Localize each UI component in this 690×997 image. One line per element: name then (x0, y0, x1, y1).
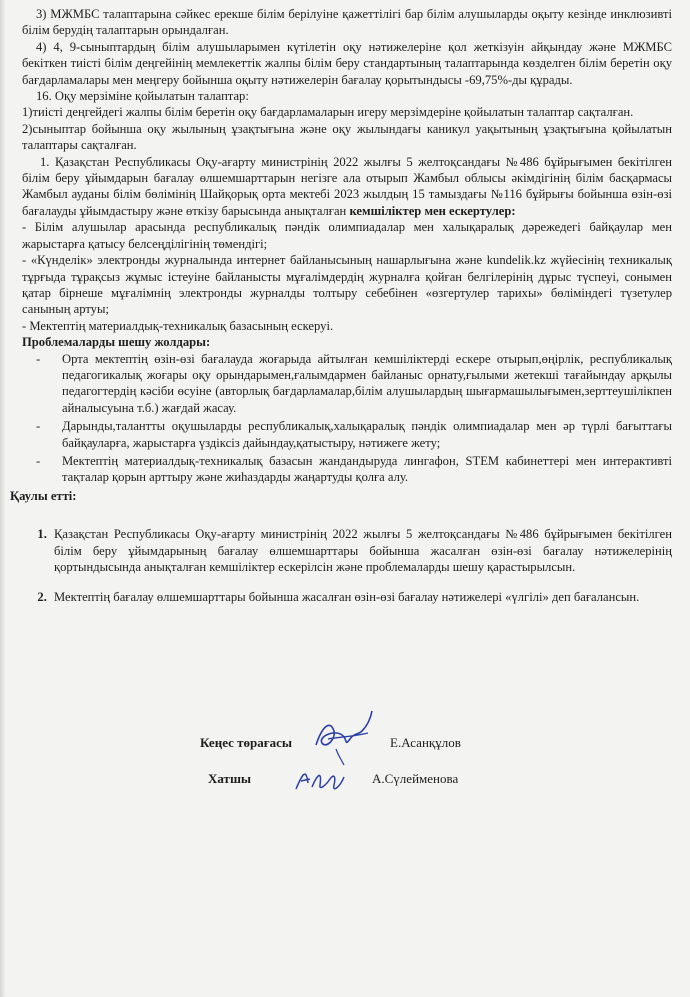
shortcoming-kundelik: - «Күнделік» электронды журналында интернет байланысының нашарлығына және kundelik.kz жүйесінің техникалық тұрғыда тұрақсыз жұмыс істеуіне байланысты мұғалімдердің журналға қойған белгілерінің дұрыс түспеуі, сонымен қатар бірнеше мұғалімнің электронды журналды толтыру себебінен «өзгертулер тарихы» бөліміндегі түзетулер санының артуы; (22, 253, 672, 317)
secretary-label: Хатшы (208, 771, 252, 786)
paragraph-requirement-2: 2)сыныптар бойынша оқу жылының ұзақтығына және оқу жылындағы каникул уақытының ұзақтығына қойылатын талаптары сақталған. (22, 121, 672, 153)
paragraph-inclusive: 3) МЖМБС талаптарына сәйкес ерекше білім берілуіне қажеттілігі бар білім алушыларды оқыту кезінде инклюзивті білім берудің талаптарын орындалған. (22, 7, 672, 38)
decision-item: 1. Қазақстан Республикасы Оқу-ағарту министрінің 2022 жылғы 5 желтоқсандағы №486 бұйрығымен бекітілген білім беру ұйымдарының бағалау өлшемшарттары бойынша жасалған өзін-өзі бағалау нәтижелерінің қортындысында анықталған кемшіліктер ескерілсін және проблемаларды шешу қарастырылсын. (50, 526, 672, 575)
problems-heading: Проблемаларды шешу жолдары: (22, 335, 211, 350)
paragraph-shortcomings-intro (22, 154, 672, 220)
problem-item: - Дарынды,талантты оқушыларды республикалық,халықаралық пәндік олимпиадалар мен әр түрлі бағыттағы байқауларға, жарыстарға үздіксіз дайындау,қатыстыру, нәтижеге жету; (62, 418, 672, 451)
problem-item: - Орта мектептің өзін-өзі бағалауда жоғарыда айтылған кемшіліктерді ескере отырып,өңірлік, республикалық педагогикалық жоғары оқу орындарымен,ғалымдармен байланыс орнату,ғылыми жетекші тағайындау арқылы педагогтердің кәсіби өсуіне (авторлық бағдарламалар,білім алушылардың шығармашылығымен,зерттеушілікпен айналысуына т.б.) жағдай жасау. (62, 351, 672, 417)
paragraph-requirement-1: 1)тиісті деңгейдегі жалпы білім беретін оқу бағдарламаларын игеру мерзімдеріне қойылатын талаптар сақталған. (22, 105, 634, 120)
decisions-list (22, 526, 672, 606)
problem-item: - Мектептің материалдық-техникалық базасын жандандыруда лингафон, STEM кабинеттері мен интерактивті тақталар қорын арттыру және жиһаздарды жаңартуды қолға алу. (62, 453, 672, 486)
secretary-signature-icon (292, 759, 352, 799)
problems-list (22, 351, 672, 486)
secretary-name: А.Сүлейменова (372, 771, 459, 786)
shortcomings-heading: кемшіліктер мен ескертулер: (349, 203, 516, 218)
shortcoming-olympiad: - Білім алушылар арасында республикалық пәндік олимпиадалар мен халықаралық дәрежедегі байқаулар мен жарыстарға қатысу белсеңділігінің төмендігі; (22, 220, 672, 251)
decision-item: 2. Мектептің бағалау өлшемшарттары бойынша жасалған өзін-өзі бағалау нәтижелері «үлгілі» деп бағалансын. (50, 589, 672, 605)
chair-label: Кеңес төрағасы (200, 735, 293, 750)
shortcoming-material-base: - Мектептің материалдық-техникалық базасының ескеруі. (22, 318, 334, 333)
shortcomings-intro-text: 1. Қазақстан Республикасы Оқу-ағарту министрінің 2022 жылғы 5 желтоқсандағы №486 бұйрығымен бекітілген білім беру ұйымдарын бағалау өлшемшарттарын негізге ала отырып Жамбыл облысы әкімдігінің білім басқармасы Жамбыл ауданы білім бөлімінің Шайқорық орта мектебі 2023 жылдың 15 тамыздағы №116 бұйрығы бойынша өзін-өзі бағалауды ұйымдастыру және өткізу барысында анықталған (22, 154, 672, 218)
chair-name: Е.Асанқұлов (390, 735, 461, 750)
document-body (10, 6, 672, 620)
signature-block (200, 735, 520, 805)
resolution-heading: Қаулы етті: (10, 488, 77, 503)
paragraph-learning-results: 4) 4, 9-сыныптардың білім алушыларымен күтілетін оқу нәтижелеріне қол жеткізуін айқындау және МЖМБС бекіткен тиісті білім деңгейінің мемлекеттік жалпы білім беру стандартының талаптарында көзделген білім беретін оқу бағдарламалары мен меңгеру бойынша оқыту нәтижелерін бағалау қорытындысы -69,75%-ды құрады. (22, 39, 672, 87)
paragraph-requirements-heading: 16. Оқу мерзіміне қойылатын талаптар: (36, 89, 249, 104)
scan-edge-shadow (0, 0, 6, 997)
secretary-signature-row (200, 771, 520, 805)
chair-signature-row (200, 735, 520, 769)
